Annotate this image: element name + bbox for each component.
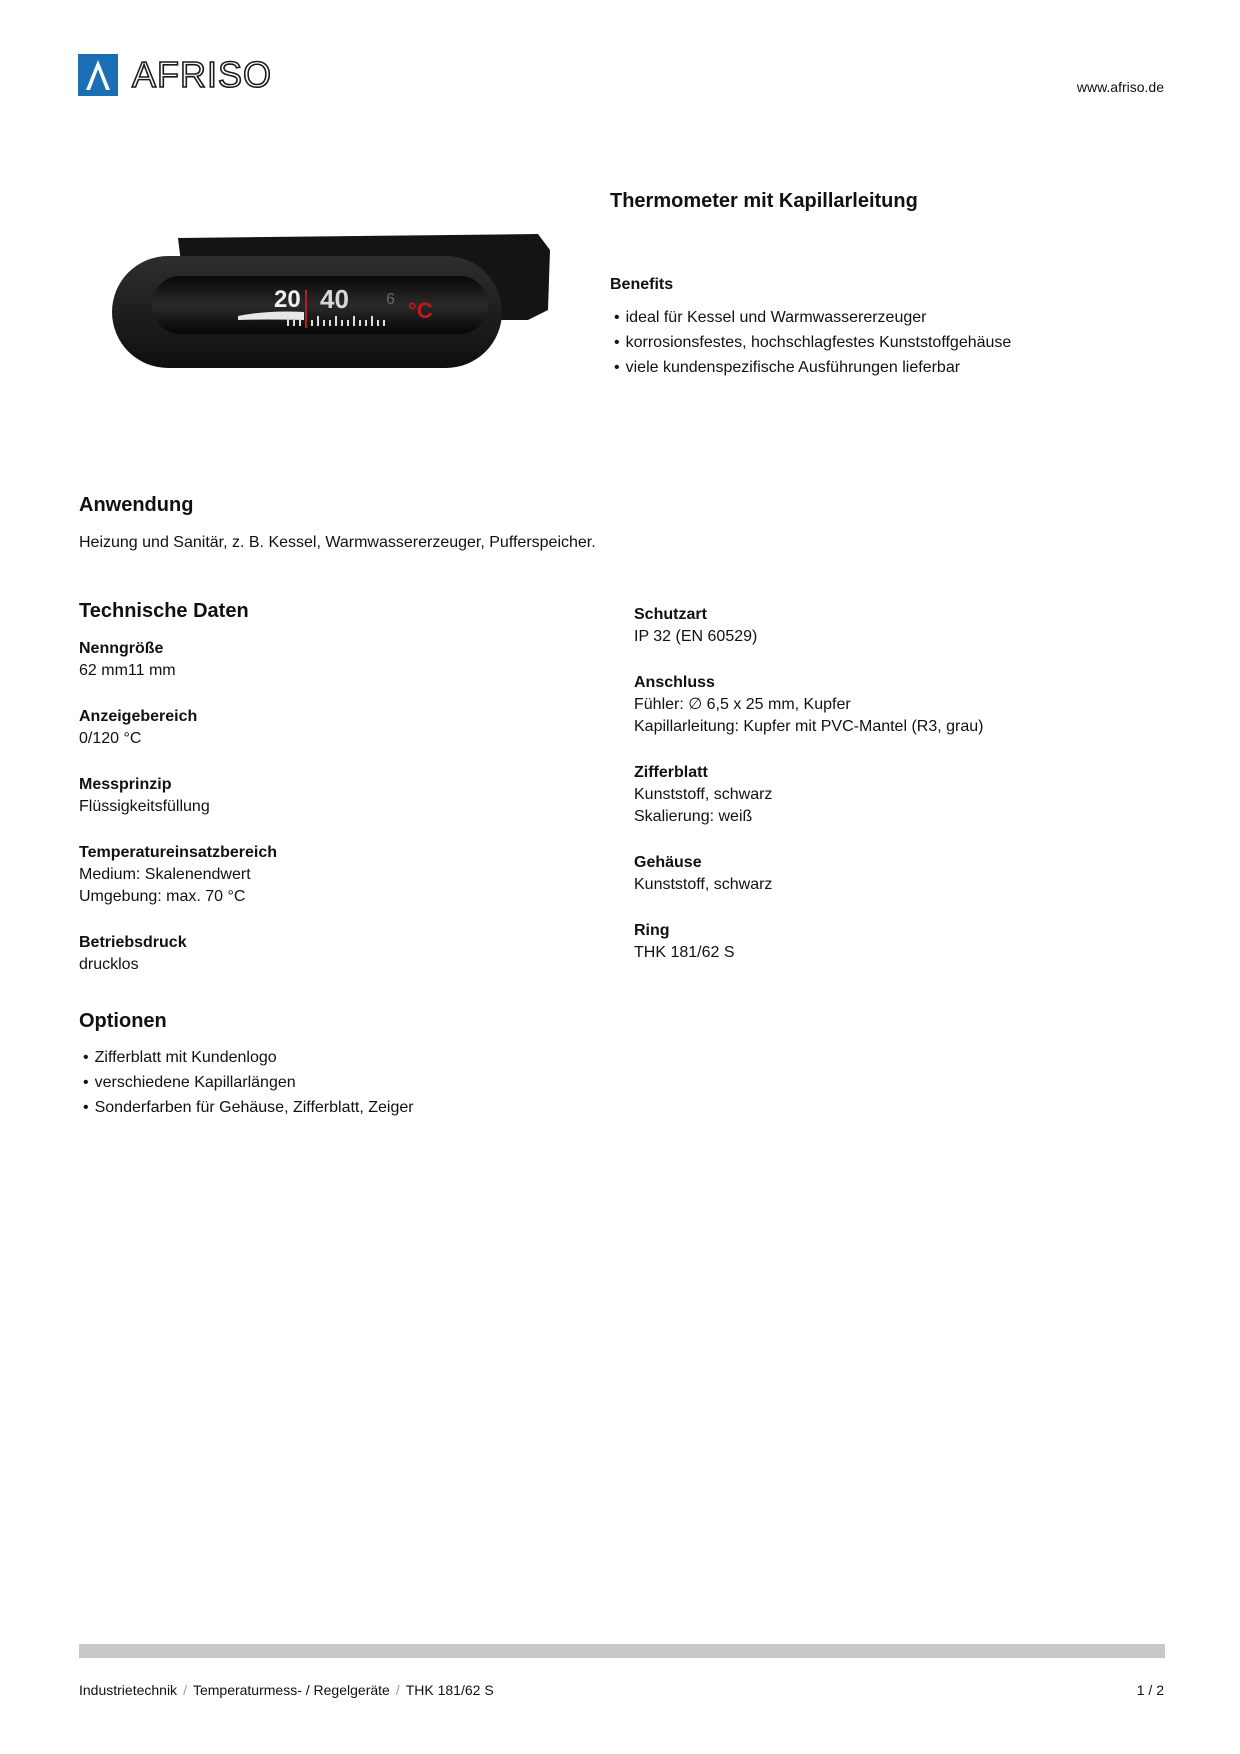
thermometer-product-image	[108, 220, 558, 380]
spec-label: Anzeigebereich	[79, 708, 198, 725]
scale-label-20: 20	[274, 286, 301, 313]
spec-ring	[634, 920, 735, 964]
benefits-heading: Benefits	[610, 276, 674, 293]
spec-value: Kunststoff, schwarz	[634, 786, 773, 803]
spec-label: Schutzart	[634, 606, 707, 623]
list-item: • viele kundenspezifische Ausführungen lieferbar	[614, 355, 1011, 380]
spec-nenngroesse	[79, 638, 176, 682]
spec-value: 0/120 °C	[79, 730, 142, 747]
spec-label: Betriebsdruck	[79, 934, 187, 951]
technical-heading: Technische Daten	[79, 600, 249, 622]
breadcrumb-separator: /	[183, 1682, 187, 1698]
brand-logo	[78, 54, 272, 96]
breadcrumb-item[interactable]: Temperaturmess- / Regelgeräte	[192, 1682, 390, 1698]
spec-value: Fühler: ∅ 6,5 x 25 mm, Kupfer	[634, 696, 851, 713]
spec-value: Medium: Skalenendwert	[79, 866, 251, 883]
spec-zifferblatt	[634, 762, 772, 828]
spec-anzeigebereich	[79, 706, 197, 750]
spec-betriebsdruck	[79, 932, 187, 976]
breadcrumb	[79, 1682, 494, 1698]
spec-label: Temperatureinsatzbereich	[79, 844, 277, 861]
spec-label: Ring	[634, 922, 670, 939]
breadcrumb-item[interactable]: THK 181/62 S	[405, 1682, 494, 1698]
website-link[interactable]: www.afriso.de	[1076, 79, 1164, 95]
application-text: Heizung und Sanitär, z. B. Kessel, Warmwassererzeuger, Pufferspeicher.	[79, 534, 596, 551]
scale-label-40: 40	[320, 284, 349, 314]
spec-value: Flüssigkeitsfüllung	[79, 798, 210, 815]
spec-value: Kunststoff, schwarz	[634, 876, 773, 893]
list-item: • Zifferblatt mit Kundenlogo	[83, 1045, 414, 1070]
spec-value: drucklos	[79, 956, 139, 973]
application-heading: Anwendung	[79, 494, 194, 516]
spec-value: Umgebung: max. 70 °C	[79, 888, 246, 905]
afriso-logo-icon	[78, 54, 118, 96]
page-number: 1 / 2	[1136, 1682, 1164, 1698]
list-item: • Sonderfarben für Gehäuse, Zifferblatt, Zeiger	[83, 1095, 414, 1120]
spec-label: Gehäuse	[634, 854, 702, 871]
spec-value: 62 mm11 mm	[79, 662, 176, 679]
scale-unit: °C	[408, 298, 433, 323]
list-item: • ideal für Kessel und Warmwassererzeuger	[614, 305, 1011, 330]
benefits-list	[614, 305, 1011, 380]
options-list	[83, 1045, 414, 1120]
spec-schutzart	[634, 604, 757, 648]
footer-divider	[79, 1644, 1165, 1658]
spec-anschluss	[634, 672, 983, 738]
spec-value: THK 181/62 S	[634, 944, 735, 961]
brand-name: AFRISO	[132, 54, 273, 95]
spec-label: Messprinzip	[79, 776, 172, 793]
options-heading: Optionen	[79, 1010, 167, 1032]
spec-label: Anschluss	[634, 674, 715, 691]
spec-label: Zifferblatt	[634, 764, 708, 781]
breadcrumb-item[interactable]: Industrietechnik	[79, 1682, 178, 1698]
list-item: • verschiedene Kapillarlängen	[83, 1070, 414, 1095]
spec-label: Nenngröße	[79, 640, 164, 657]
list-item: • korrosionsfestes, hochschlagfestes Kunststoffgehäuse	[614, 330, 1011, 355]
spec-value: Skalierung: weiß	[634, 808, 753, 825]
spec-messprinzip	[79, 774, 210, 818]
scale-label-60: 6	[386, 291, 395, 308]
spec-value: Kapillarleitung: Kupfer mit PVC-Mantel (R3, grau)	[634, 718, 984, 735]
product-title: Thermometer mit Kapillarleitung	[610, 190, 918, 212]
breadcrumb-separator: /	[395, 1682, 400, 1698]
spec-gehaeuse	[634, 852, 772, 896]
spec-value: IP 32 (EN 60529)	[634, 628, 758, 645]
spec-temperatureinsatzbereich	[79, 842, 277, 908]
